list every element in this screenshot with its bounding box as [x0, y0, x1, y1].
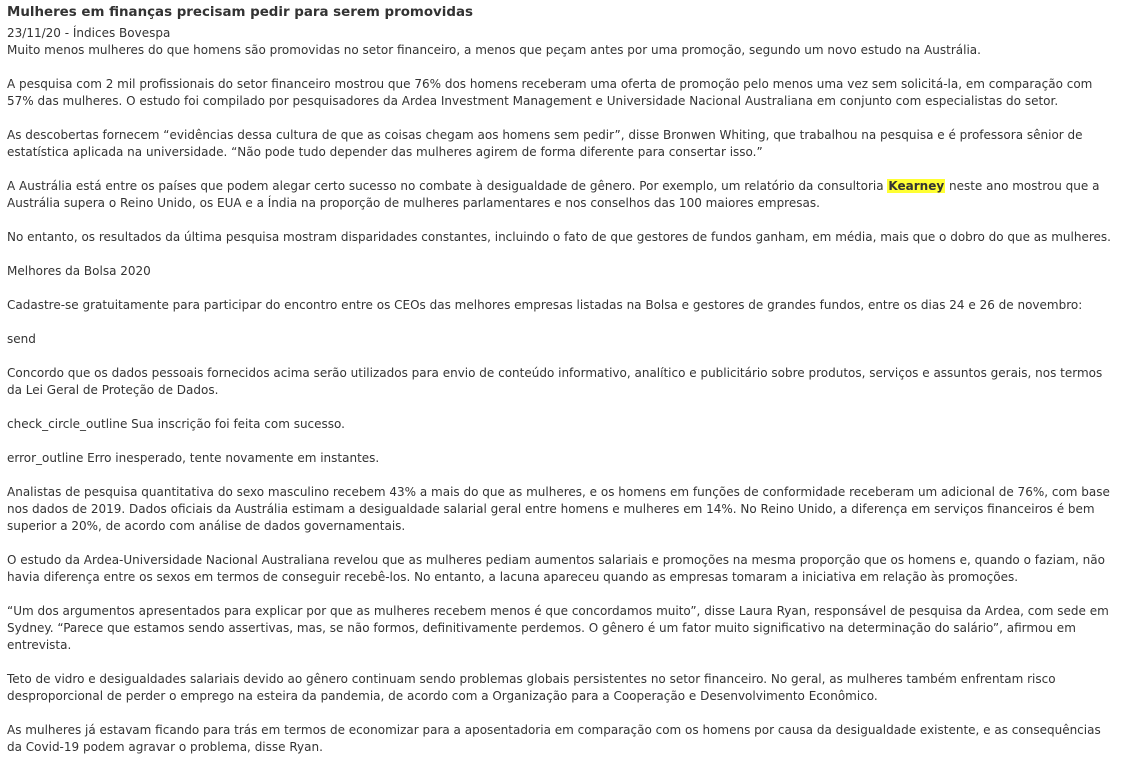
paragraph-4-before: A Austrália está entre os países que podem alegar certo sucesso no combate à desigualdade de gênero. Por exemplo, um relatório da consultoria	[7, 179, 888, 193]
paragraph-14: “Um dos argumentos apresentados para explicar por que as mulheres recebem menos é que concordamos muito”, disse Laura Ryan, responsável de pesquisa da Ardea, com sede em Sydney. “Parece que estamos sendo assertivas, mas, se não formos, definitivamente perdemos. O gênero é um fator muito significativo na determinação do salário”, afirmou em entrevista.	[7, 604, 1109, 652]
paragraph-9: Concordo que os dados pessoais fornecidos acima serão utilizados para envio de conteúdo informativo, analítico e publicitário sobre produtos, serviços e assuntos gerais, nos termos da Lei Geral de Proteção de Dados.	[7, 366, 1103, 397]
paragraph-12: Analistas de pesquisa quantitativa do sexo masculino recebem 43% a mais do que as mulheres, e os homens em funções de conformidade receberam um adicional de 76%, com base nos dados de 2019. Dados oficiais da Austrália estimam a desigualdade salarial geral entre homens e mulheres em 14%. No Reino Unido, a diferença em serviços financeiros é bem superior a 20%, de acordo com análise de dados governamentais.	[7, 485, 1110, 533]
article-title: Mulheres em finanças precisam pedir para serem promovidas	[7, 5, 473, 20]
paragraph-8: send	[7, 332, 36, 346]
article-meta	[7, 25, 1114, 42]
paragraph-4	[7, 178, 1114, 212]
article-date: 23/11/20	[7, 26, 61, 40]
article-category: Índices Bovespa	[72, 26, 171, 40]
paragraph-10: check_circle_outline Sua inscrição foi feita com sucesso.	[7, 417, 345, 431]
paragraph-3: As descobertas fornecem “evidências dessa cultura de que as coisas chegam aos homens sem pedir”, disse Bronwen Whiting, que trabalhou na pesquisa e é professora sênior de estatística aplicada na universidade. “Não pode tudo depender das mulheres agirem de forma diferente para consertar isso.”	[7, 128, 1083, 159]
highlighted-keyword: Kearney	[888, 179, 945, 193]
paragraph-5: No entanto, os resultados da última pesquisa mostram disparidades constantes, incluindo o fato de que gestores de fundos ganham, em média, mais que o dobro do que as mulheres.	[7, 230, 1111, 244]
paragraph-13: O estudo da Ardea-Universidade Nacional Australiana revelou que as mulheres pediam aumentos salariais e promoções na mesma proporção que os homens e, quando o faziam, não havia diferença entre os sexos em termos de conseguir recebê-los. No entanto, a lacuna apareceu quando as empresas tomaram a iniciativa em relação às promoções.	[7, 553, 1105, 584]
paragraph-4-after: neste ano mostrou que a Austrália supera o Reino Unido, os EUA e a Índia na proporção de mulheres parlamentares e nos conselhos das 100 maiores empresas.	[7, 179, 1100, 210]
paragraph-1: Muito menos mulheres do que homens são promovidas no setor financeiro, a menos que peçam antes por uma promoção, segundo um novo estudo na Austrália.	[7, 43, 981, 57]
paragraph-7: Cadastre-se gratuitamente para participar do encontro entre os CEOs das melhores empresas listadas na Bolsa e gestores de grandes fundos, entre os dias 24 e 26 de novembro:	[7, 298, 1083, 312]
paragraph-15: Teto de vidro e desigualdades salariais devido ao gênero continuam sendo problemas globais persistentes no setor financeiro. No geral, as mulheres também enfrentam risco desproporcional de perder o emprego na esteira da pandemia, de acordo com a Organização para a Cooperação e Desenvolvimento Econômico.	[7, 672, 1056, 703]
paragraph-16: As mulheres já estavam ficando para trás em termos de economizar para a aposentadoria em comparação com os homens por causa da desigualdade existente, e as consequências da Covid-19 podem agravar o problema, disse Ryan.	[7, 723, 1101, 754]
paragraph-6: Melhores da Bolsa 2020	[7, 264, 151, 278]
paragraph-11: error_outline Erro inesperado, tente novamente em instantes.	[7, 451, 380, 465]
paragraph-2: A pesquisa com 2 mil profissionais do setor financeiro mostrou que 76% dos homens receberam uma oferta de promoção pelo menos uma vez sem solicitá-la, em comparação com 57% das mulheres. O estudo foi compilado por pesquisadores da Ardea Investment Management e Universidade Nacional Australiana em conjunto com especialistas do setor.	[7, 77, 1093, 108]
meta-separator: -	[60, 26, 73, 40]
